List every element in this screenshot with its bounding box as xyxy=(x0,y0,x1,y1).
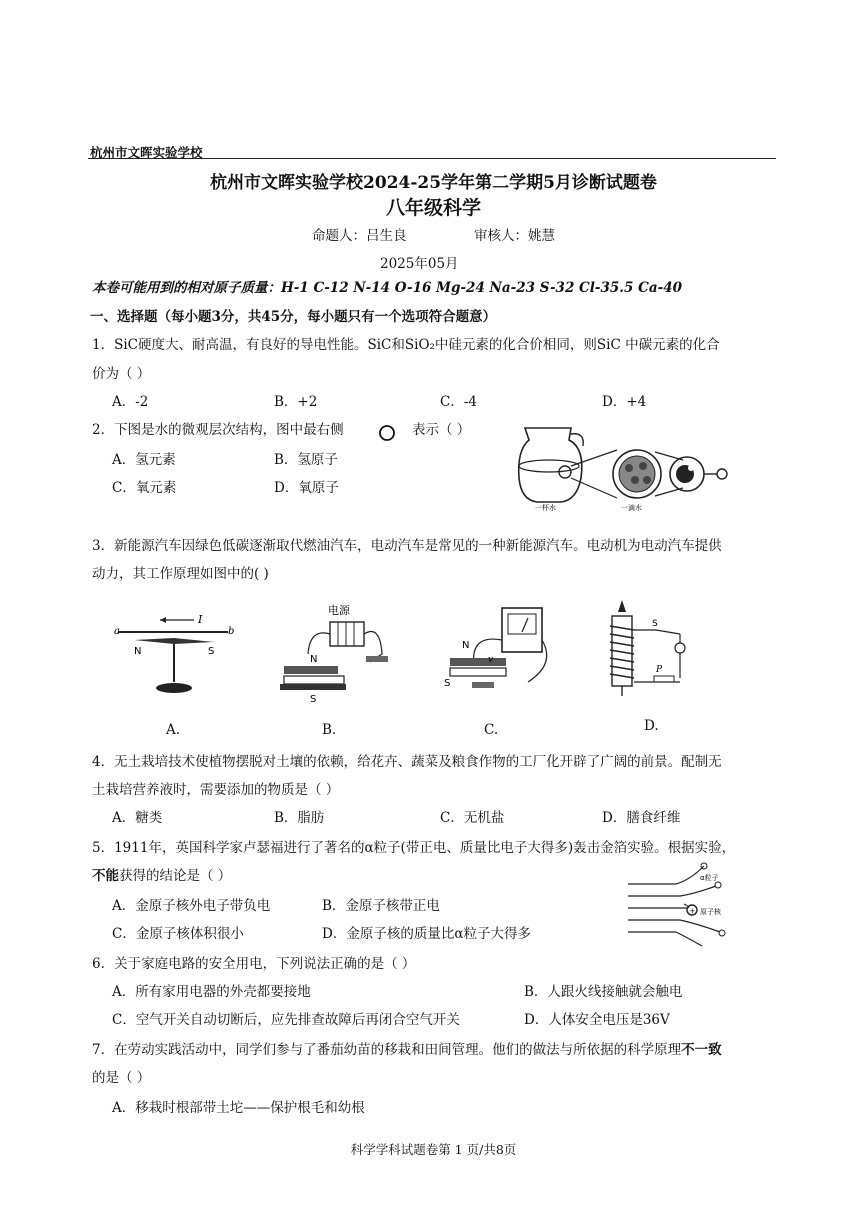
q7-line2: 的是（ ） xyxy=(92,1070,151,1086)
q2-option-b: B．氢原子 xyxy=(274,452,338,468)
q6-option-a: A．所有家用电器的外壳都要接地 xyxy=(112,984,311,1000)
q4-option-b: B．脂肪 xyxy=(274,810,325,826)
exam-date: 2025年05月 xyxy=(380,256,459,272)
svg-text:v: v xyxy=(488,655,494,665)
q5-line1: 5．1911年，英国科学家卢瑟福进行了著名的α粒子(带正电、质量比电子大得多)轰击金箔实验。根据实验， xyxy=(92,840,736,856)
q6-option-d: D．人体安全电压是36V xyxy=(524,1012,670,1028)
fig-label-drop: 一滴水 xyxy=(621,504,642,512)
figure-c xyxy=(440,604,560,704)
svg-text:+: + xyxy=(689,907,696,915)
q5-option-c: C．金原子核体积很小 xyxy=(112,926,244,942)
q5-line2 xyxy=(92,864,231,884)
q6-option-c: C．空气开关自动切断后，应先排查故障后再闭合空气开关 xyxy=(112,1012,460,1028)
svg-text:P: P xyxy=(656,665,663,675)
school-header: 杭州市文晖实验学校 xyxy=(90,145,203,160)
q1-line2: 价为（ ） xyxy=(92,366,151,382)
q5-option-b: B．金原子核带正电 xyxy=(322,898,440,914)
reviewer: 审核人：姚慧 xyxy=(474,228,555,244)
q6-option-b: B．人跟火线接触就会触电 xyxy=(524,984,683,1000)
svg-text:N: N xyxy=(462,640,470,651)
header-rule xyxy=(88,158,776,159)
fig-d-caption: D. xyxy=(644,718,659,734)
q2-stem-a: 2．下图是水的微观层次结构，图中最右侧 xyxy=(92,422,344,438)
q4-option-a: A．糖类 xyxy=(112,810,163,826)
q2-option-d: D．氧原子 xyxy=(274,480,339,496)
nucleus-label: 原子核 xyxy=(700,908,721,916)
alpha-scattering-figure xyxy=(620,856,740,948)
svg-text:I: I xyxy=(198,613,203,626)
q2-option-a: A．氢元素 xyxy=(112,452,176,468)
page-footer: 科学学科试题卷第 1 页/共8页 xyxy=(350,1142,517,1157)
exam-title: 杭州市文晖实验学校2024-25学年第二学期5月诊断试题卷 xyxy=(210,173,657,193)
q1-option-a: A．-2 xyxy=(112,394,149,410)
q3-line2: 动力，其工作原理如图中的( ) xyxy=(92,566,269,582)
q5-option-d: D．金原子核的质量比α粒子大得多 xyxy=(322,926,531,942)
q5-option-a: A．金原子核外电子带负电 xyxy=(112,898,271,914)
svg-text:S: S xyxy=(652,619,658,629)
q6-stem: 6．关于家庭电路的安全用电，下列说法正确的是（ ） xyxy=(92,956,416,972)
fig-a-caption: A. xyxy=(166,722,181,738)
alpha-label: α粒子 xyxy=(700,874,719,882)
svg-text:电源: 电源 xyxy=(328,604,350,617)
svg-text:S: S xyxy=(310,694,317,705)
q4-line1: 4．无土栽培技术使植物摆脱对土壤的依赖，给花卉、蔬菜及粮食作物的工厂化开辟了广阔的前景。配制无 xyxy=(92,754,722,770)
svg-text:b: b xyxy=(228,626,235,637)
svg-text:S: S xyxy=(444,678,451,689)
svg-text:a: a xyxy=(114,626,120,637)
atomic-masses: 本卷可能用到的相对原子质量：H-1 C-12 N-14 O-16 Mg-24 Na-23 S-32 Cl-35.5 Ca-40 xyxy=(92,280,682,296)
circle-symbol-icon xyxy=(378,424,396,442)
q4-option-d: D．膳食纤维 xyxy=(602,810,681,826)
fig-b-caption: B. xyxy=(322,722,337,738)
figure-a xyxy=(110,610,250,700)
q1-option-c: C．-4 xyxy=(440,394,477,410)
figure-d xyxy=(596,596,696,706)
q1-option-d: D．+4 xyxy=(602,394,647,410)
q7-option-a: A．移栽时根部带土坨——保护根毛和幼根 xyxy=(112,1100,365,1116)
q2-option-c: C．氧元素 xyxy=(112,480,177,496)
exam-subtitle: 八年级科学 xyxy=(385,197,481,219)
figure-b xyxy=(270,604,410,704)
q3-line1: 3．新能源汽车因绿色低碳逐渐取代燃油汽车，电动汽车是常见的一种新能源汽车。电动机为电动汽车提供 xyxy=(92,538,722,554)
section-heading: 一、选择题（每小题3分，共45分，每小题只有一个选项符合题意） xyxy=(90,309,497,325)
svg-text:S: S xyxy=(208,646,215,657)
q5-line2-rest: 获得的结论是（ ） xyxy=(119,868,232,884)
setter: 命题人：吕生良 xyxy=(312,228,407,244)
fig-label-cup: 一杯水 xyxy=(535,504,556,512)
svg-text:N: N xyxy=(310,654,318,665)
q7-emphasis: 不一致 xyxy=(681,1042,722,1058)
q1-line1: 1．SiC硬度大、耐高温，有良好的导电性能。SiC和SiO₂中硅元素的化合价相同，则SiC 中碳元素的化合 xyxy=(92,337,720,353)
q7-line1 xyxy=(92,1038,722,1058)
svg-text:N: N xyxy=(134,646,142,657)
q7-line1-text: 7．在劳动实践活动中，同学们参与了番茄幼苗的移栽和田间管理。他们的做法与所依据的科学原理 xyxy=(92,1042,682,1058)
water-structure-figure xyxy=(515,420,735,520)
q1-option-b: B．+2 xyxy=(274,394,318,410)
q4-option-c: C．无机盐 xyxy=(440,810,505,826)
q2-stem-b: 表示（ ） xyxy=(412,422,471,438)
q5-emphasis: 不能 xyxy=(92,868,119,884)
q4-line2: 土栽培营养液时，需要添加的物质是（ ） xyxy=(92,782,340,798)
fig-c-caption: C. xyxy=(484,722,499,738)
